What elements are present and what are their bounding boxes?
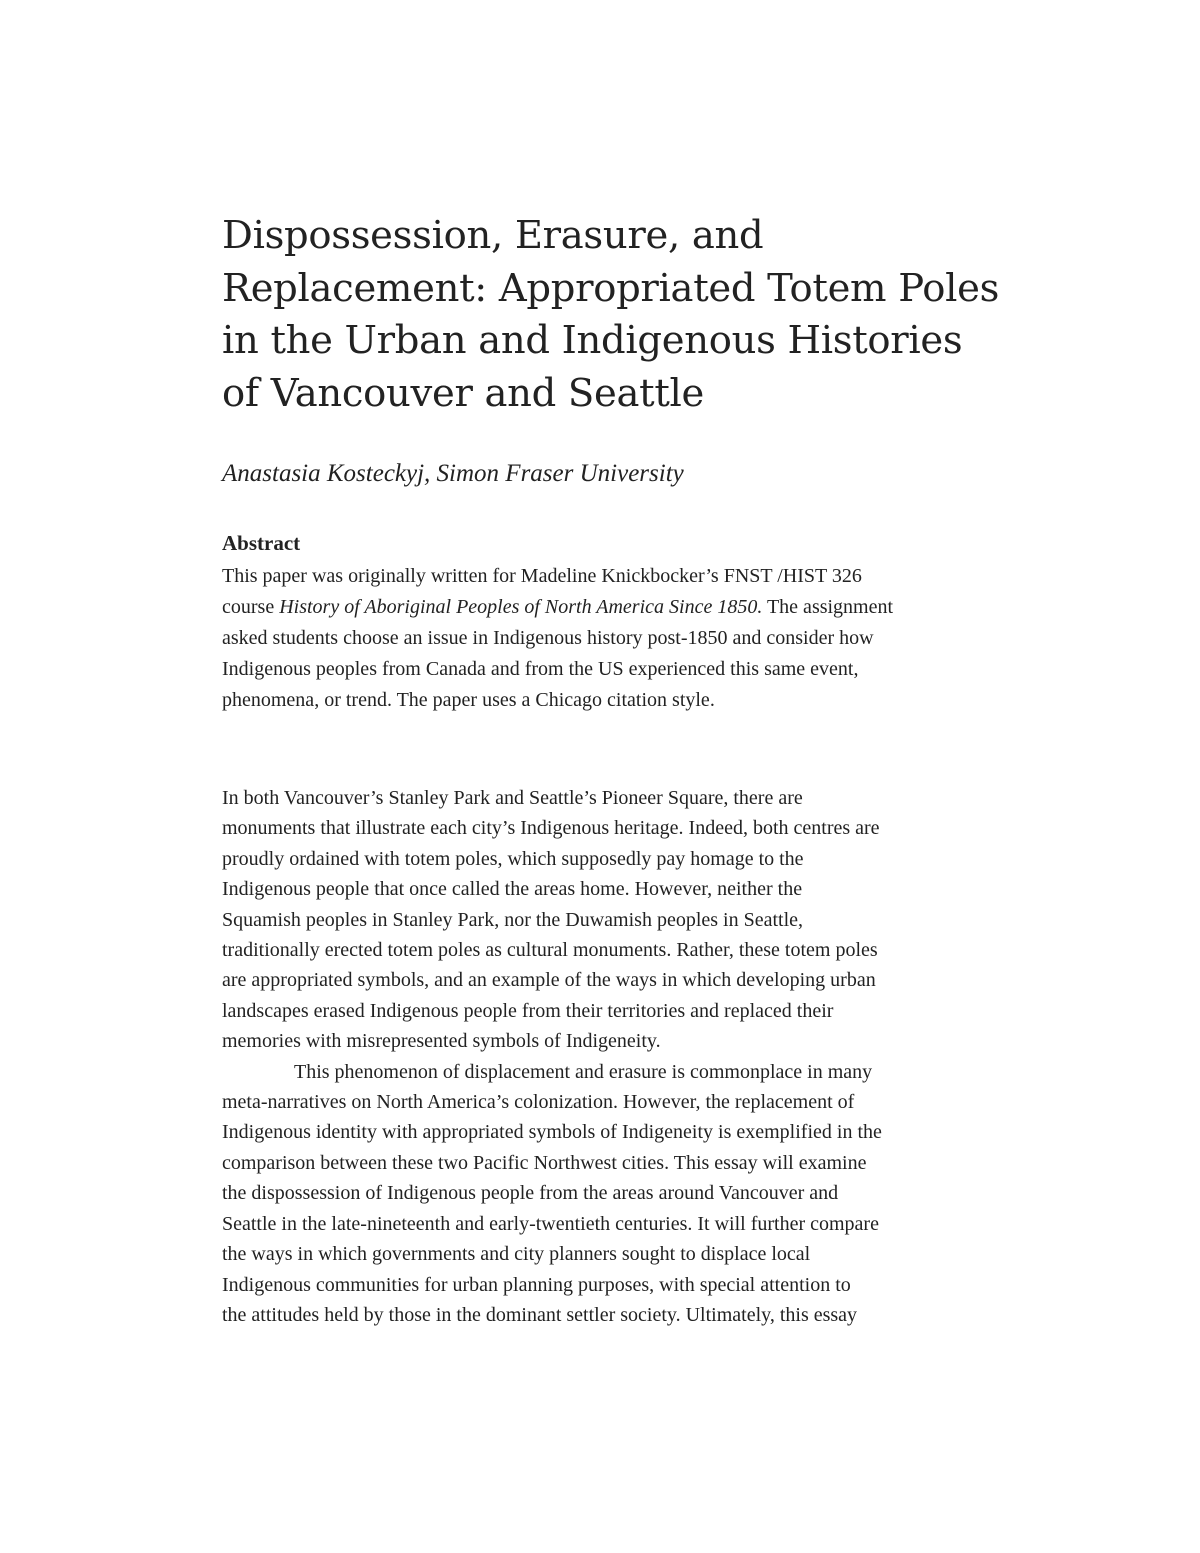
- abstract-text-segment: The assignment: [762, 596, 894, 618]
- body-line: comparison between these two Pacific Northwest cities. This essay will examine: [222, 1151, 867, 1174]
- body-line: the dispossession of Indigenous people from the areas around Vancouver and: [222, 1182, 839, 1205]
- abstract-line: asked students choose an issue in Indigenous history post-1850 and consider how: [222, 627, 874, 649]
- paper-title: [222, 210, 1022, 420]
- body-text: [222, 783, 982, 1330]
- body-line: meta-narratives on North America’s colonization. However, the replacement of: [222, 1091, 855, 1114]
- body-line: the attitudes held by those in the dominant settler society. Ultimately, this essay: [222, 1303, 858, 1326]
- title-line: Dispossession, Erasure, and: [222, 213, 764, 258]
- body-line: monuments that illustrate each city’s Indigenous heritage. Indeed, both centres are: [222, 817, 880, 840]
- body-line: Squamish peoples in Stanley Park, nor the Duwamish peoples in Seattle,: [222, 908, 804, 931]
- course-title: History of Aboriginal Peoples of North America Since 1850.: [279, 596, 763, 618]
- body-line: traditionally erected totem poles as cultural monuments. Rather, these totem poles: [222, 939, 878, 962]
- abstract-heading: Abstract: [222, 531, 301, 555]
- body-line: are appropriated symbols, and an example of the ways in which developing urban: [222, 969, 876, 992]
- abstract-text: [222, 561, 982, 716]
- body-line: In both Vancouver’s Stanley Park and Seattle’s Pioneer Square, there are: [222, 787, 803, 809]
- body-line: Indigenous people that once called the areas home. However, neither the: [222, 878, 803, 901]
- title-line: Replacement: Appropriated Totem Poles: [222, 265, 1000, 311]
- author-affiliation: Anastasia Kosteckyj, Simon Fraser University: [222, 460, 684, 487]
- abstract-line: This paper was originally written for Madeline Knickbocker’s FNST /HIST 326: [222, 565, 862, 587]
- body-line: memories with misrepresented symbols of Indigeneity.: [222, 1030, 661, 1053]
- body-line: proudly ordained with totem poles, which supposedly pay homage to the: [222, 847, 804, 870]
- abstract-line: phenomena, or trend. The paper uses a Chicago citation style.: [222, 689, 715, 711]
- body-line: Seattle in the late-nineteenth and early-twentieth centuries. It will further compare: [222, 1212, 879, 1235]
- body-line: This phenomenon of displacement and erasure is commonplace in many: [294, 1060, 873, 1083]
- abstract-line: [222, 592, 982, 623]
- title-line: of Vancouver and Seattle: [222, 370, 704, 416]
- abstract-text-segment: course: [222, 596, 280, 618]
- title-line: in the Urban and Indigenous Histories: [222, 318, 963, 363]
- body-line: landscapes erased Indigenous people from their territories and replaced their: [222, 999, 834, 1022]
- body-line: Indigenous communities for urban planning purposes, with special attention to: [222, 1273, 851, 1296]
- body-line: Indigenous identity with appropriated symbols of Indigeneity is exemplified in the: [222, 1121, 882, 1144]
- body-line: the ways in which governments and city planners sought to displace local: [222, 1243, 811, 1266]
- abstract-line: Indigenous peoples from Canada and from the US experienced this same event,: [222, 658, 859, 680]
